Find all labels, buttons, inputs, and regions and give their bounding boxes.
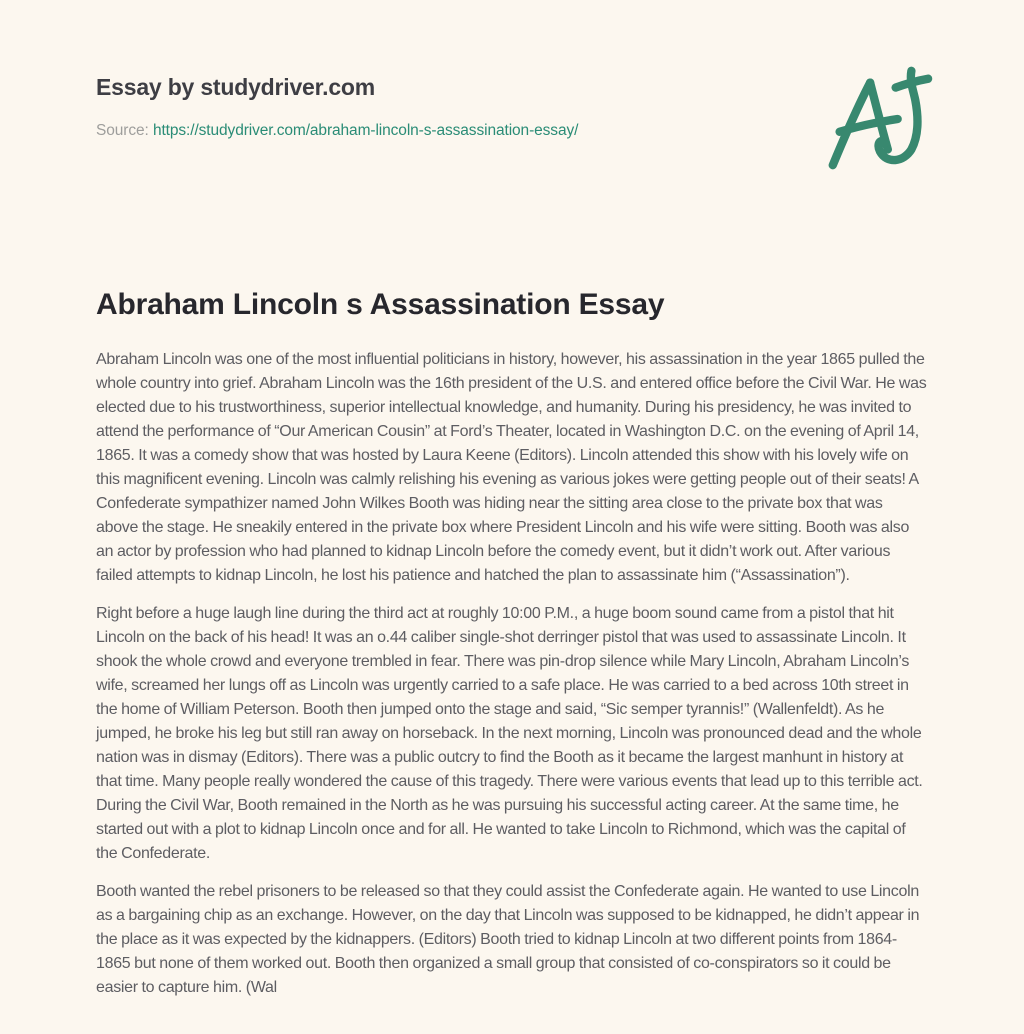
a-plus-logo-icon (820, 62, 934, 176)
source-url-link[interactable]: https://studydriver.com/abraham-lincoln-s-assassination-essay/ (152, 122, 579, 139)
source-label: Source: (96, 122, 149, 139)
page-header (96, 0, 928, 176)
essay-paragraph-2: Right before a huge laugh line during the third act at roughly 10:00 P.M., a huge boom sound came from a pistol that hit Lincoln on the back of his head! It was an o.44 caliber single-shot derringer pistol that was used to assassinate Lincoln. It shook the whole crowd and everyone trembled in fear. There was pin-drop silence while Mary Lincoln, Abraham Lincoln’s wife, screamed her lungs off as Lincoln was urgently carried to a safe place. He was carried to a bed across 10th street in the home of William Peterson. Booth then jumped onto the stage and said, “Sic semper tyrannis!” (Wallenfeldt). As he jumped, he broke his leg but still ran away on horseback. In the next morning, Lincoln was pronounced dead and the whole nation was in dismay (Editors). There was a public outcry to find the Booth as it became the largest manhunt in history at that time. Many people really wondered the cause of this tragedy. There were various events that lead up to this terrible act. During the Civil War, Booth remained in the North as he was pursuing his successful acting career. At the same time, he started out with a plot to kidnap Lincoln once and for all. He wanted to take Lincoln to Richmond, which was the capital of the Confederate. (96, 605, 923, 862)
site-heading: Essay by studydriver.com (96, 74, 376, 100)
header-text-block (96, 74, 578, 141)
essay-paragraph-1: Abraham Lincoln was one of the most influential politicians in history, however, his assassination in the year 1865 pulled the whole country into grief. Abraham Lincoln was the 16th president of the U.S. and entered office before the Civil War. He was elected due to his trustworthiness, superior intellectual knowledge, and humanity. During his presidency, he was invited to attend the performance of “Our American Cousin” at Ford’s Theater, located in Washington D.C. on the evening of April 14, 1865. It was a comedy show that was hosted by Laura Keene (Editors). Lincoln attended this show with his lovely wife on this magnificent evening. Lincoln was calmly relishing his evening as various jokes were getting people out of their seats! A Confederate sympathizer named John Wilkes Booth was hiding near the sitting area close to the private box that was above the stage. He sneakily entered in the private box where President Lincoln and his wife were sitting. Booth was also an actor by profession who had planned to kidnap Lincoln before the comedy event, but it didn’t work out. After various failed attempts to kidnap Lincoln, he lost his patience and hatched the plan to assassinate him (“Assassination”). (96, 351, 927, 584)
essay-body (96, 348, 928, 1000)
essay-paragraph-3: Booth wanted the rebel prisoners to be released so that they could assist the Confederate again. He wanted to use Lincoln as a bargaining chip as an exchange. However, on the day that Lincoln was supposed to be kidnapped, he didn’t appear in the place as it was expected by the kidnappers. (Editors) Booth tried to kidnap Lincoln at two different points from 1864-1865 but none of them worked out. Booth then organized a small group that consisted of co-conspirators so it could be easier to capture him. (Wal (96, 883, 920, 996)
source-line (96, 121, 578, 141)
essay-title: Abraham Lincoln s Assassination Essay (96, 288, 665, 321)
